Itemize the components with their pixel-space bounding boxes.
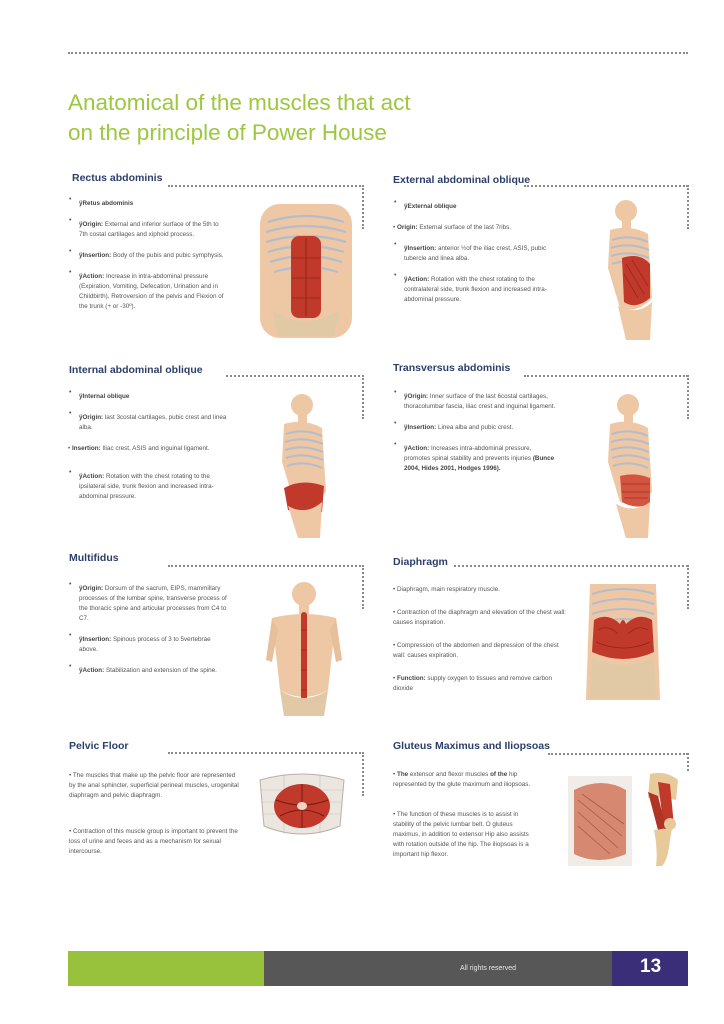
list-item: • ÿAction: Rotation with the chest rotating to the ipsilateral side, trunk flexion and increased intra-abdominal pressure. — [68, 472, 228, 502]
external-oblique-list — [393, 202, 558, 316]
list-item: • The function of these muscles is to assist in stability of the pelvic lumbar belt. O gluteus maximus, in addition to extensor Hip also assists with rotation outside of the hip. The iliopsoas is a important hip flexor. — [393, 811, 529, 858]
list-item: • ÿAction: Stabilization and extension of the spine. — [68, 666, 228, 676]
multifidus-list — [68, 584, 228, 687]
diaphragm-illustration — [582, 580, 664, 704]
multifidus-heading: Multifidus — [69, 552, 119, 564]
list-item: • ÿInsertion: Body of the pubis and pubic symphysis. — [68, 251, 228, 261]
external-oblique-illustration — [598, 198, 662, 344]
internal-oblique-divider — [226, 375, 364, 377]
pelvic-floor-heading: Pelvic Floor — [69, 740, 129, 752]
pelvic-floor-divider-vertical — [362, 752, 364, 796]
list-item: • ÿOrigin: Dorsum of the sacrum, EIPS, mammillary processes of the lumbar spine, transverse process of the thoracic spine and articular processes from C4 to C7. — [68, 584, 228, 624]
list-item: • ÿAction: Rotation with the chest rotating to the contralateral side, trunk flexion and increased intra-abdominal pressure. — [393, 275, 558, 305]
list-item: • ÿRetus abdominis — [68, 199, 228, 209]
rectus-list — [68, 199, 228, 323]
multifidus-illustration — [262, 580, 346, 718]
list-item: • ÿOrigin: Inner surface of the last 6costal cartilages, thoracolumbar fascia, iliac crest and inguinal ligament. — [393, 392, 558, 412]
list-item: • ÿInsertion: Linea alba and pubic crest. — [393, 423, 558, 433]
list-item: • ÿExternal oblique — [393, 202, 558, 212]
transversus-heading: Transversus abdominis — [393, 362, 511, 374]
page-number: 13 — [640, 956, 662, 977]
page-title-line2: on the principle of Power House — [68, 120, 387, 145]
external-oblique-heading: External abdominal oblique — [393, 174, 531, 186]
list-item: • ÿAction: Increases intra-abdominal pressure, promotes spinal stability and prevents injuries (Bunce 2004, Hides 2001, Hodges 1996). — [393, 444, 558, 474]
list-item: • ÿAction: Increase in intra-abdominal pressure (Expiration, Vomiting, Defecation, Urination and in Childbirth), Retroversion of the pelvis and Flexion of the trunk (+ or -30º). — [68, 272, 228, 312]
internal-oblique-illustration — [272, 392, 334, 542]
rectus-heading: Rectus abdominis — [72, 172, 163, 184]
iliopsoas-illustration — [640, 770, 686, 868]
external-oblique-divider — [524, 185, 688, 187]
list-item: • Origin: External surface of the last 7ribs. — [393, 224, 512, 231]
multifidus-divider — [168, 565, 364, 567]
footer-gray-bar — [264, 951, 612, 986]
gluteus-maximus-illustration — [568, 776, 632, 866]
list-item: • Function: supply oxygen to tissues and remove carbon dioxide — [393, 675, 553, 692]
gluteus-iliopsoas-divider — [548, 753, 688, 755]
internal-oblique-list — [68, 392, 228, 513]
list-item: • ÿInternal oblique — [68, 392, 228, 402]
list-item: • ÿInsertion: Spinous process of 3 to 5vertebrae above. — [68, 635, 228, 655]
transversus-divider-vertical — [687, 375, 689, 419]
list-item: • The extensor and flexor muscles of the hip represented by the glute maximum and iliopsoas. — [393, 771, 531, 788]
list-item: • Contraction of the diaphragm and elevation of the chest wall: causes inspiration. — [393, 609, 567, 626]
rectus-divider — [168, 185, 364, 187]
pelvic-floor-divider — [168, 752, 364, 754]
list-item: • Diaphragm, main respiratory muscle. — [393, 586, 500, 593]
rectus-abdominis-illustration — [254, 200, 358, 342]
diaphragm-heading: Diaphragm — [393, 556, 448, 568]
page-title — [68, 88, 488, 148]
diaphragm-divider-vertical — [687, 565, 689, 609]
transversus-list — [393, 392, 558, 485]
list-item: • ÿInsertion: anterior ½of the iliac crest, ASIS, pubic tubercle and linea alba. — [393, 244, 558, 264]
page-title-line1: Anatomical of the muscles that act — [68, 90, 411, 115]
list-item: • The muscles that make up the pelvic floor are represented by the anal sphincter, superficial perineal muscles, urogenital diaphragm and pelvic diaphragm. — [69, 772, 239, 799]
diaphragm-list — [393, 585, 573, 705]
diaphragm-divider — [454, 565, 688, 567]
gluteus-iliopsoas-list — [393, 770, 531, 871]
gluteus-iliopsoas-heading: Gluteus Maximus and Iliopsoas — [393, 740, 550, 752]
footer-rights: All rights reserved — [460, 965, 517, 972]
pelvic-floor-illustration — [254, 770, 350, 838]
gluteus-iliopsoas-divider-vertical — [687, 753, 689, 771]
list-item: • Contraction of this muscle group is important to prevent the loss of urine and feces and as a mechanism for sexual intercourse. — [69, 828, 238, 855]
list-item: • ÿOrigin: External and inferior surface of the 5th to 7th costal cartilages and xiphoid process. — [68, 220, 228, 240]
rectus-divider-vertical — [362, 185, 364, 229]
multifidus-divider-vertical — [362, 565, 364, 609]
internal-oblique-divider-vertical — [362, 375, 364, 419]
footer-green-bar — [68, 951, 264, 986]
list-item: • ÿOrigin: last 3costal cartilages, pubic crest and linea alba. — [68, 413, 228, 433]
top-divider — [68, 52, 688, 54]
list-item: • Compression of the abdomen and depression of the chest wall: causes expiration. — [393, 642, 559, 659]
transversus-divider — [524, 375, 688, 377]
external-oblique-divider-vertical — [687, 185, 689, 229]
pelvic-floor-list — [69, 771, 239, 868]
transversus-abdominis-illustration — [598, 392, 662, 542]
internal-oblique-heading: Internal abdominal oblique — [69, 364, 203, 376]
list-item: • Insertion: Iliac crest, ASIS and inguinal ligament. — [68, 445, 210, 452]
